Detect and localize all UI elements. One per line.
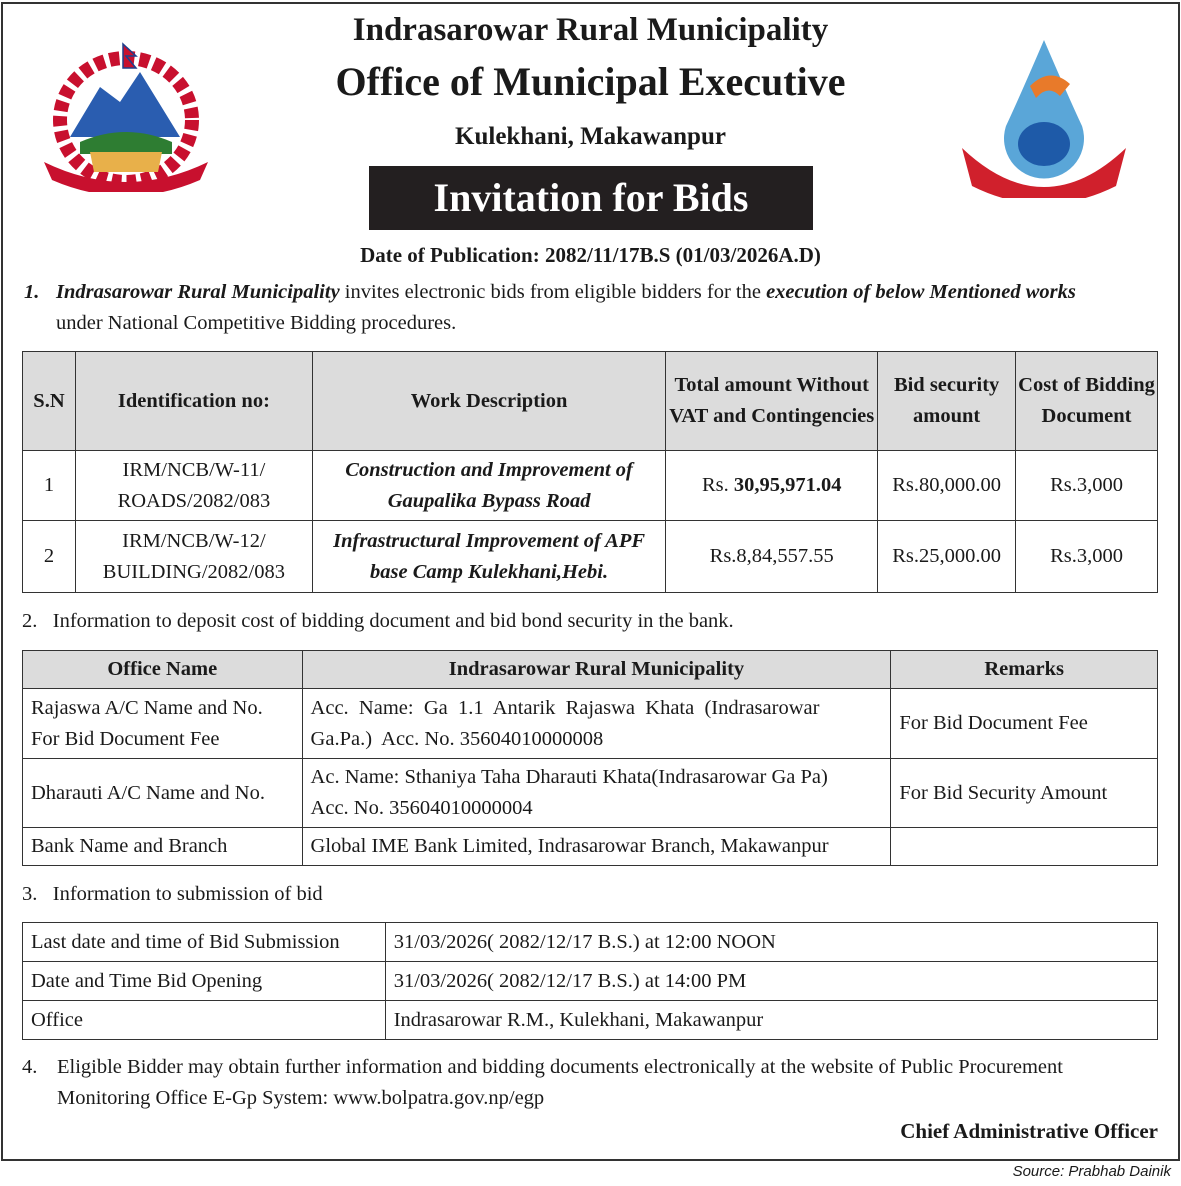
municipality-name: Indrasarowar Rural Municipality	[352, 12, 829, 48]
publication-date: Date of Publication: 2082/11/17B.S (01/03/2026A.D)	[360, 243, 821, 267]
header-cost-document: Cost of Bidding Document	[1016, 352, 1158, 451]
header-sn: S.N	[23, 352, 76, 451]
section-4: 4. Eligible Bidder may obtain further information and bidding documents electronically at the website of Public Procurement Monitoring Office E-Gp System: www.bolpatra.gov.np/egp	[22, 1056, 1063, 1109]
table-row: Last date and time of Bid Submission 31/03/2026( 2082/12/17 B.S.) at 12:00 NOON	[23, 923, 1158, 962]
section-2-title: 2. Information to deposit cost of bidding document and bid bond security in the bank.	[22, 610, 734, 632]
office-title: Office of Municipal Executive	[335, 59, 846, 104]
table-row: Dharauti A/C Name and No. Ac. Name: Sthaniya Taha Dharauti Khata(Indrasarowar Ga Pa) Acc. No. 35604010000004 For Bid Security Amount	[23, 759, 1158, 828]
table-row: Bank Name and Branch Global IME Bank Limited, Indrasarowar Branch, Makawanpur	[23, 828, 1158, 866]
source-credit: Source: Prabhab Dainik	[1012, 1163, 1171, 1180]
table-row: 2 IRM/NCB/W-12/ BUILDING/2082/083 Infrastructural Improvement of APF base Camp Kulekhani,Hebi. Rs.8,84,557.55 Rs.25,000.00 Rs.3,000	[23, 521, 1158, 593]
works-table	[22, 351, 1158, 593]
header-total-amount: Total amount Without VAT and Contingencies	[666, 352, 878, 451]
header-bid-security: Bid security amount	[878, 352, 1016, 451]
table-row: 1 IRM/NCB/W-11/ ROADS/2082/083 Construction and Improvement of Gaupalika Bypass Road Rs. 30,95,971.04 Rs.80,000.00 Rs.3,000	[23, 451, 1158, 521]
signature: Chief Administrative Officer	[900, 1119, 1158, 1143]
location: Kulekhani, Makawanpur	[455, 123, 726, 150]
bank-table: Office Name Indrasarowar Rural Municipality Remarks Rajaswa A/C Name and No. For Bid Document Fee Acc. Name: Ga 1.1 Antarik Rajaswa Khata (Indrasarowar Ga.Pa.) Acc. No. 35604010000008 For Bid Document Fee Dharauti A/C Name and No. Ac. Name: Sthaniya Taha Dharauti Khata(Indrasarowar Ga Pa) Acc. No. 35604010000004 For Bid Security Amount Bank Name and Branch Global IME Bank Limited, Indrasarowar Branch, Makawanpur	[22, 650, 1158, 866]
header-identification: Identification no:	[75, 352, 312, 451]
section-1-intro: 1. Indrasarowar Rural Municipality invites electronic bids from eligible bidders for the execution of below Mentioned works under National Competitive Bidding procedures.	[24, 281, 1076, 334]
table-row: Rajaswa A/C Name and No. For Bid Document Fee Acc. Name: Ga 1.1 Antarik Rajaswa Khata (Indrasarowar Ga.Pa.) Acc. No. 35604010000008 For Bid Document Fee	[23, 689, 1158, 759]
table-row: Office Indrasarowar R.M., Kulekhani, Makawanpur	[23, 1001, 1158, 1040]
table-row: Date and Time Bid Opening 31/03/2026( 2082/12/17 B.S.) at 14:00 PM	[23, 962, 1158, 1001]
section-3-title: 3. Information to submission of bid	[22, 883, 323, 905]
submission-table	[22, 922, 1158, 1040]
header-work-description: Work Description	[312, 352, 666, 451]
invitation-banner: Invitation for Bids	[369, 166, 813, 230]
